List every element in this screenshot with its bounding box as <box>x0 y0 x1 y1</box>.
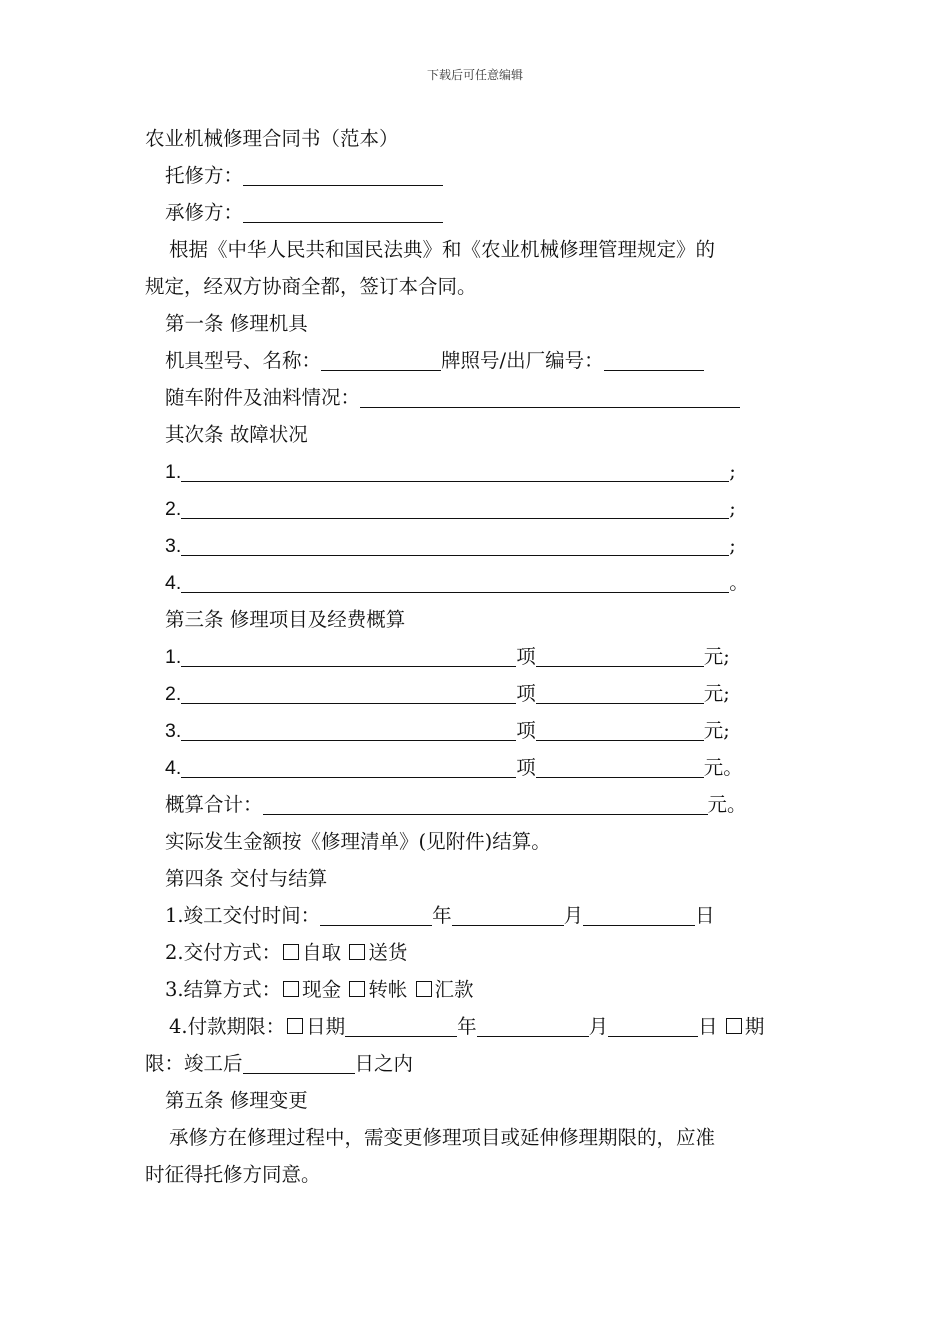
payment-term-2a: 限：竣工后 <box>145 1052 243 1075</box>
page-header: 下载后可任意编辑 <box>426 68 523 82</box>
date-label: 日期 <box>306 1015 346 1038</box>
item-yuan: 元 <box>703 682 724 705</box>
delivery-way-line <box>145 934 810 971</box>
item-cost-blank[interactable] <box>536 679 704 704</box>
attachment-blank[interactable] <box>360 383 740 408</box>
party-b-line <box>145 194 810 231</box>
party-a-blank[interactable] <box>243 161 443 186</box>
article-3-title: 第三条 修理项目及经费概算 <box>165 608 406 631</box>
item-number: 4. <box>165 757 182 779</box>
period-checkbox[interactable] <box>726 1018 742 1034</box>
fault-end: 。 <box>729 571 749 594</box>
item-name-blank[interactable] <box>181 716 516 741</box>
cash-checkbox[interactable] <box>283 981 299 997</box>
article-5-line-2: 时征得托修方同意。 <box>145 1163 321 1186</box>
total-end: 元。 <box>707 793 747 816</box>
year-label: 年 <box>432 904 452 927</box>
settlement-way-line <box>145 971 810 1008</box>
model-label: 机具型号、名称： <box>165 349 322 372</box>
fault-blank[interactable] <box>181 457 729 482</box>
item-row <box>145 749 810 786</box>
period-label: 期 <box>744 1015 765 1038</box>
party-a-line <box>145 157 810 194</box>
attachment-label: 随车附件及油料情况： <box>165 386 361 409</box>
item-number: 1. <box>165 646 182 668</box>
item-unit: 项 <box>516 645 536 668</box>
fault-blank[interactable] <box>181 531 729 556</box>
item-name-blank[interactable] <box>181 679 516 704</box>
transfer-checkbox[interactable] <box>349 981 365 997</box>
fault-blank[interactable] <box>181 568 729 593</box>
day-label: 日 <box>695 904 715 927</box>
fault-number: 4. <box>165 572 182 594</box>
item-cost-blank[interactable] <box>536 642 704 667</box>
item-unit: 项 <box>516 756 536 779</box>
days-blank[interactable] <box>243 1049 355 1074</box>
item-name-blank[interactable] <box>181 642 516 667</box>
fault-number: 2. <box>165 498 182 520</box>
fault-number: 3. <box>165 535 182 557</box>
payment-term-line <box>145 1008 810 1045</box>
item-cost-blank[interactable] <box>536 716 704 741</box>
pay-day-label: 日 <box>698 1015 718 1038</box>
item-number: 2. <box>165 683 182 705</box>
article-4-title: 第四条 交付与结算 <box>165 867 328 890</box>
plate-blank[interactable] <box>604 346 704 371</box>
payment-term-2b: 日之内 <box>354 1052 414 1075</box>
fault-end: ; <box>729 460 736 483</box>
fault-row <box>145 453 810 490</box>
settlement-way-label: 3.结算方式： <box>165 978 282 1001</box>
item-number: 3. <box>165 720 182 742</box>
fault-row <box>145 564 810 601</box>
item-row <box>145 712 810 749</box>
contract-title: 农业机械修理合同书（范本） <box>145 127 399 150</box>
delivery-way-label: 2.交付方式： <box>165 941 282 964</box>
fault-blank[interactable] <box>181 494 729 519</box>
fault-row <box>145 527 810 564</box>
transfer-label: 转帐 <box>368 978 408 1001</box>
item-yuan: 元 <box>703 645 724 668</box>
total-blank[interactable] <box>263 790 708 815</box>
intro-line-2: 规定，经双方协商全都，签订本合同。 <box>145 275 477 298</box>
self-pickup-label: 自取 <box>302 941 342 964</box>
fault-end: ; <box>729 534 736 557</box>
cash-label: 现金 <box>302 978 342 1001</box>
model-line <box>145 342 810 379</box>
shipping-checkbox[interactable] <box>349 944 365 960</box>
plate-label: 牌照号/出厂编号： <box>441 349 604 372</box>
pay-year-blank[interactable] <box>345 1012 457 1037</box>
payment-term-label: 4.付款期限： <box>169 1015 286 1038</box>
pay-year-label: 年 <box>457 1015 477 1038</box>
pay-month-label: 月 <box>588 1015 609 1038</box>
month-label: 月 <box>563 904 584 927</box>
self-pickup-checkbox[interactable] <box>283 944 299 960</box>
item-unit: 项 <box>516 719 536 742</box>
year-blank[interactable] <box>320 901 432 926</box>
pay-day-blank[interactable] <box>608 1012 698 1037</box>
delivery-time-line <box>145 897 810 934</box>
total-line <box>145 786 810 823</box>
item-yuan: 元 <box>703 719 724 742</box>
party-a-label: 托修方： <box>165 164 244 187</box>
model-blank[interactable] <box>321 346 441 371</box>
item-end: ; <box>723 645 730 668</box>
fault-row <box>145 490 810 527</box>
month-blank[interactable] <box>452 901 564 926</box>
item-end: ; <box>723 719 730 742</box>
remittance-checkbox[interactable] <box>416 981 432 997</box>
item-end: 。 <box>723 756 743 779</box>
shipping-label: 送货 <box>368 941 408 964</box>
actual-amount-line: 实际发生金额按《修理清单》(见附件)结算。 <box>165 830 551 853</box>
payment-term-line-2 <box>145 1045 810 1082</box>
item-cost-blank[interactable] <box>536 753 704 778</box>
delivery-time-label: 1.竣工交付时间： <box>165 904 321 927</box>
item-row <box>145 675 810 712</box>
fault-end: ; <box>729 497 736 520</box>
day-blank[interactable] <box>583 901 695 926</box>
contract-body <box>145 120 810 1193</box>
item-row <box>145 638 810 675</box>
remittance-label: 汇款 <box>434 978 474 1001</box>
item-unit: 项 <box>516 682 536 705</box>
article-5-line-1: 承修方在修理过程中，需变更修理项目或延伸修理期限的，应准 <box>169 1126 716 1149</box>
party-b-blank[interactable] <box>243 198 443 223</box>
pay-month-blank[interactable] <box>477 1012 589 1037</box>
attachment-line <box>145 379 810 416</box>
item-name-blank[interactable] <box>181 753 516 778</box>
article-1-title: 第一条 修理机具 <box>165 312 308 335</box>
article-5-title: 第五条 修理变更 <box>165 1089 308 1112</box>
article-2-title: 其次条 故障状况 <box>165 423 308 446</box>
fault-number: 1. <box>165 461 182 483</box>
total-label: 概算合计： <box>165 793 263 816</box>
party-b-label: 承修方： <box>165 201 244 224</box>
intro-line-1: 根据《中华人民共和国民法典》和《农业机械修理管理规定》的 <box>169 238 716 261</box>
date-checkbox[interactable] <box>287 1018 303 1034</box>
item-end: ; <box>723 682 730 705</box>
item-yuan: 元 <box>703 756 724 779</box>
